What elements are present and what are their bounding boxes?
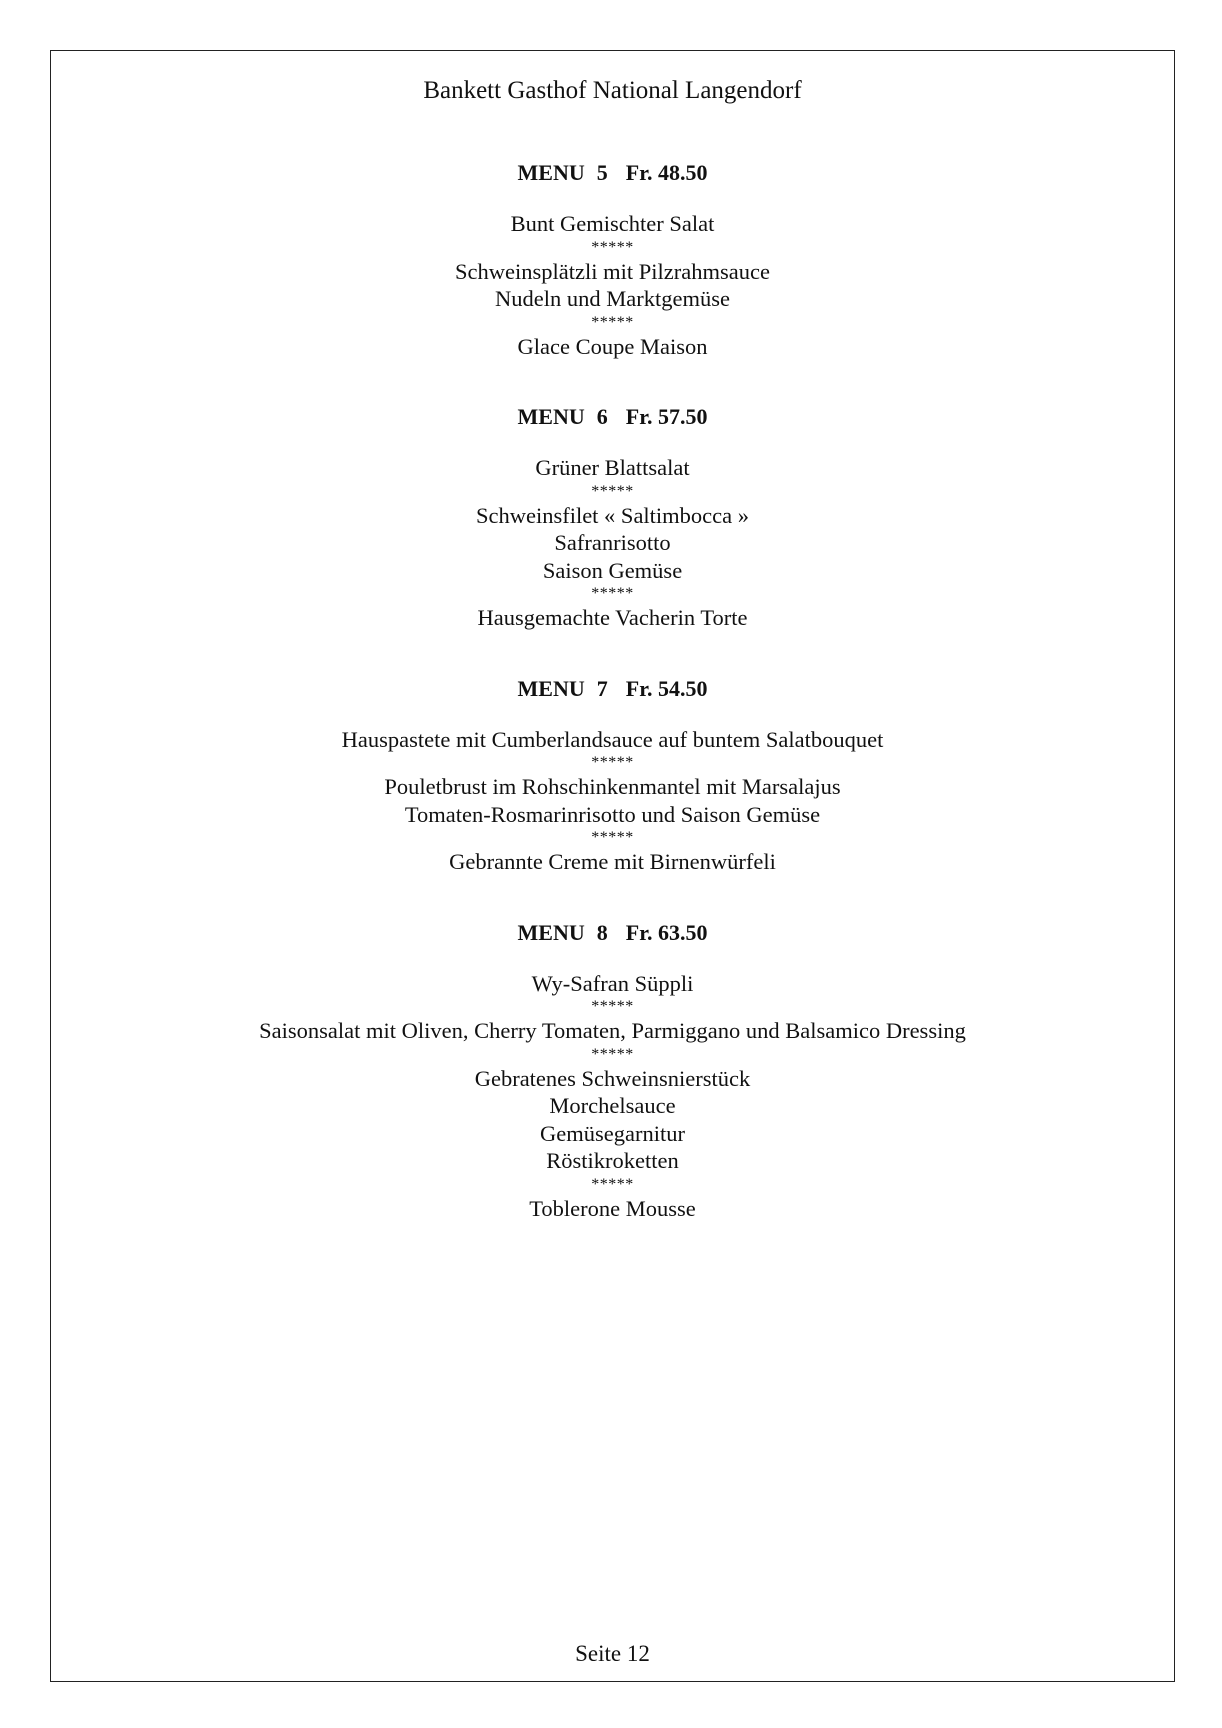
course-separator: ***** xyxy=(591,238,634,256)
menu-label: MENU xyxy=(517,404,585,429)
course-item: Röstikroketten xyxy=(546,1148,679,1173)
course-item: Tomaten-Rosmarinrisotto und Saison Gemüse xyxy=(404,801,821,827)
course-item: Pouletbrust im Rohschinkenmantel mit Marsalajus xyxy=(384,774,841,799)
menu-heading xyxy=(51,158,1174,188)
menu-number: 7 xyxy=(596,675,608,701)
menu-price: Fr. 63.50 xyxy=(625,919,708,945)
course-separator: ***** xyxy=(591,1045,634,1063)
course-item: Glace Coupe Maison xyxy=(517,333,708,359)
menu-heading xyxy=(51,918,1174,948)
menu-section-7 xyxy=(51,674,1174,876)
course-separator: ***** xyxy=(591,313,634,331)
page-frame xyxy=(50,50,1175,1682)
menu-price: Fr. 48.50 xyxy=(625,160,708,185)
course-item: Toblerone Mousse xyxy=(529,1195,696,1221)
menu-section-8 xyxy=(51,918,1174,1223)
course-item: Safranrisotto xyxy=(554,530,671,555)
course-separator: ***** xyxy=(591,829,634,846)
menu-number: 8 xyxy=(596,919,608,945)
course-item: Gebratenes Schweinsnierstück xyxy=(474,1065,751,1091)
course-separator: ***** xyxy=(591,585,634,602)
course-item: Gemüsegarnitur xyxy=(540,1120,685,1146)
menu-number: 5 xyxy=(596,160,608,185)
course-item: Hauspastete mit Cumberlandsauce auf buntem Salatbouquet xyxy=(341,726,884,752)
menu-price: Fr. 54.50 xyxy=(625,675,708,701)
document-title: Bankett Gasthof National Langendorf xyxy=(423,77,802,104)
menu-section-6 xyxy=(51,402,1174,632)
menu-section-5 xyxy=(51,158,1174,360)
menu-label: MENU xyxy=(517,919,585,945)
menu-label: MENU xyxy=(517,675,585,701)
course-item: Saison Gemüse xyxy=(542,557,683,583)
course-item: Schweinsfilet « Saltimbocca » xyxy=(475,502,750,528)
course-separator: ***** xyxy=(591,754,634,771)
course-separator: ***** xyxy=(591,1175,634,1193)
course-item: Gebrannte Creme mit Birnenwürfeli xyxy=(449,849,776,874)
menu-number: 6 xyxy=(596,404,608,429)
menu-heading xyxy=(51,674,1174,704)
course-item: Hausgemachte Vacherin Torte xyxy=(477,605,748,630)
course-item: Grüner Blattsalat xyxy=(535,455,690,480)
course-separator: ***** xyxy=(591,482,634,500)
course-separator: ***** xyxy=(591,998,634,1015)
menu-price: Fr. 57.50 xyxy=(625,404,708,429)
menu-list xyxy=(51,158,1174,1264)
course-item: Morchelsauce xyxy=(549,1093,676,1118)
course-item: Saisonsalat mit Oliven, Cherry Tomaten, Parmiggano und Balsamico Dressing xyxy=(259,1018,966,1043)
course-item: Nudeln und Marktgemüse xyxy=(495,286,730,311)
menu-label: MENU xyxy=(517,160,585,185)
course-item: Wy-Safran Süppli xyxy=(531,970,694,996)
page-number: Seite 12 xyxy=(575,1641,650,1666)
menu-heading xyxy=(51,402,1174,432)
course-item: Schweinsplätzli mit Pilzrahmsauce xyxy=(455,258,770,284)
course-item: Bunt Gemischter Salat xyxy=(510,211,715,236)
